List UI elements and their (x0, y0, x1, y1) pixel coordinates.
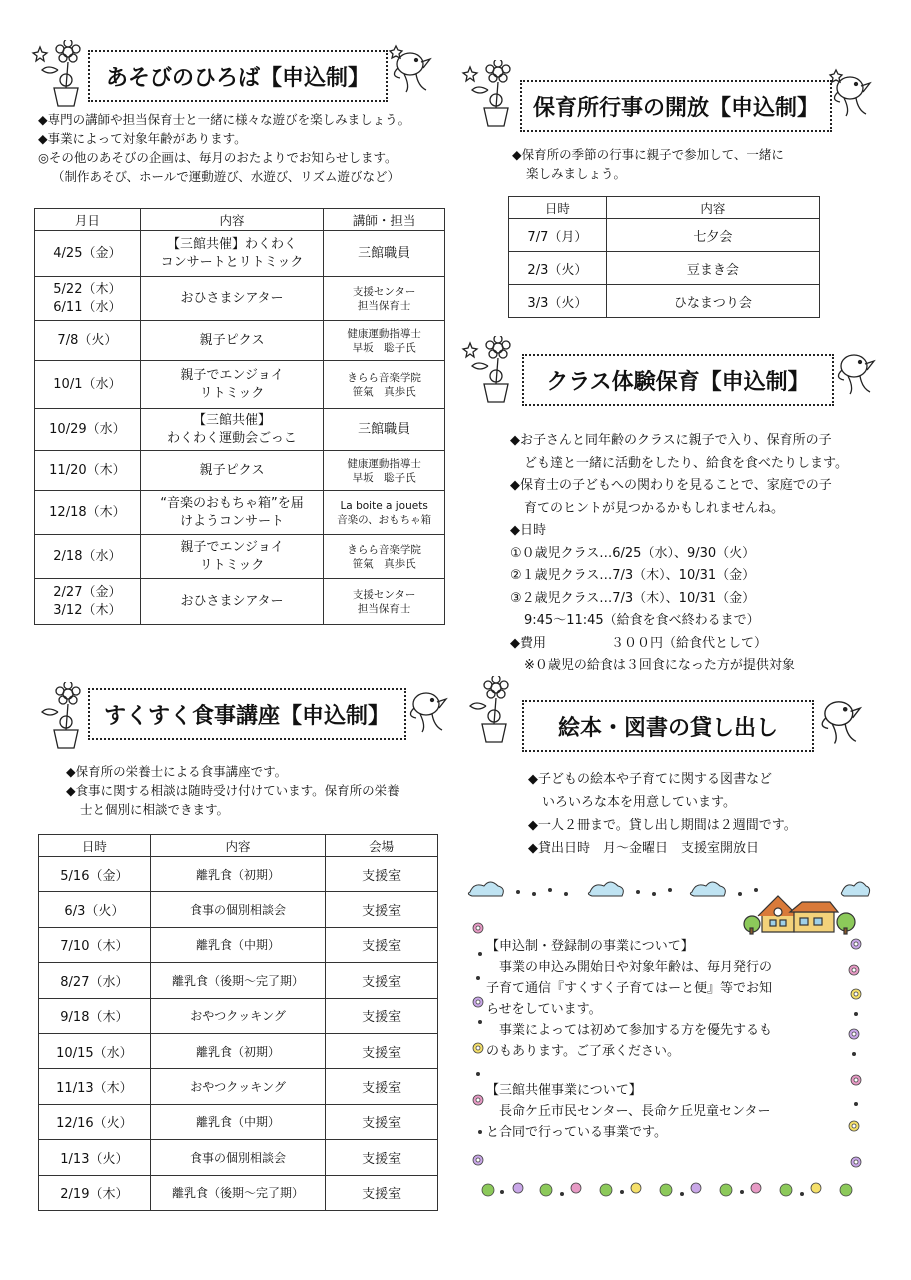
notice-line: 事業の申込み開始日や対象年齢は、毎月発行の (486, 960, 773, 975)
date-cell: 3/3（火） (509, 285, 607, 318)
intro-line: ◎その他のあそびの企画は、毎月のおたよりでお知らせします。 (38, 150, 398, 165)
date-cell-text: 10/29（水） (49, 421, 126, 437)
place-cell: 支援室 (326, 1069, 438, 1104)
teacher-cell-text: きらら音楽学院 (347, 371, 421, 384)
house-icon (744, 896, 855, 934)
table-row (39, 1033, 438, 1068)
content-cell: 離乳食（初期） (150, 857, 326, 892)
teacher-cell-text: きらら音楽学院 (347, 543, 421, 556)
flower-pot-icon (458, 60, 516, 130)
intro-line: ◆専門の講師や担当保育士と一緒に様々な遊びを楽しみましょう。 (38, 112, 411, 127)
content-cell: 食事の個別相談会 (150, 1140, 326, 1175)
notice-heading: 【申込制・登録制の事業について】 (486, 939, 694, 954)
column-header: 内容 (140, 209, 323, 231)
date-cell-text: 7/8（火） (57, 332, 118, 348)
date-cell (35, 535, 141, 579)
content-cell (140, 451, 323, 491)
ehon-title: 絵本・図書の貸し出し (522, 700, 814, 752)
content-cell (140, 231, 323, 277)
content-cell: おやつクッキング (150, 998, 326, 1033)
table-row (35, 231, 445, 277)
content-cell-text: コンサートとリトミック (160, 254, 304, 270)
teacher-cell (324, 361, 445, 409)
content-cell-text: おひさまシアター (180, 290, 284, 306)
class-line: 育てのヒントが見つかるかもしれませんね。 (524, 500, 785, 516)
flower-pot-icon (28, 40, 86, 110)
notice-line: と合同で行っている事業です。 (486, 1125, 667, 1140)
table-row (35, 409, 445, 451)
bird-icon (826, 66, 880, 124)
content-cell (140, 321, 323, 361)
intro-line: 士と個別に相談できます。 (80, 802, 230, 817)
date-cell (35, 579, 141, 625)
intro-line: ◆保育所の季節の行事に親子で参加して、一緒に (512, 147, 784, 162)
class-line: ①０歳児クラス…6/25（水）、9/30（火） (510, 545, 756, 561)
content-cell: おやつクッキング (150, 1069, 326, 1104)
class-line: ◆お子さんと同年齢のクラスに親子で入り、保育所の子 (510, 433, 832, 448)
asobi-intro (38, 110, 410, 186)
table-row (35, 361, 445, 409)
place-cell: 支援室 (326, 1140, 438, 1175)
class-line: ※０歳児の給食は３回食になった方が提供対象 (524, 658, 795, 673)
date-cell: 8/27（水） (39, 963, 151, 998)
table-row (39, 998, 438, 1033)
table-row (35, 491, 445, 535)
intro-line: 楽しみましょう。 (526, 166, 627, 181)
date-cell: 12/16（火） (39, 1104, 151, 1139)
intro-line: ◆事業によって対象年齢があります。 (38, 131, 247, 146)
class-line: ◆費用 ３００円（給食代として） (510, 635, 767, 651)
teacher-cell (324, 277, 445, 321)
content-cell: 食事の個別相談会 (150, 892, 326, 927)
teacher-cell-text: 三館職員 (358, 421, 411, 437)
class-line: ◆保育士の子どもへの関わりを見ることで、家庭での子 (510, 478, 832, 493)
flower-pot-icon (28, 682, 86, 752)
table-row (39, 857, 438, 892)
content-cell-text: わくわく運動会ごっこ (167, 430, 297, 446)
flower-pot-icon (458, 336, 516, 406)
content-cell: 離乳食（初期） (150, 1033, 326, 1068)
teacher-cell-text: 三館職員 (358, 245, 411, 261)
place-cell: 支援室 (326, 892, 438, 927)
table-row (35, 277, 445, 321)
content-cell-text: 親子でエンジョイ (180, 367, 284, 383)
date-cell-text: 10/1（水） (53, 376, 122, 392)
place-cell: 支援室 (326, 998, 438, 1033)
teacher-cell-text: 早坂 聡子氏 (352, 471, 416, 484)
column-header: 会場 (326, 835, 438, 857)
content-cell (140, 361, 323, 409)
table-row (35, 535, 445, 579)
column-header: 内容 (150, 835, 326, 857)
table-row (509, 219, 820, 252)
shokuji-intro (66, 762, 400, 819)
date-cell-text: 4/25（金） (53, 245, 122, 261)
date-cell (35, 409, 141, 451)
gyoji-title: 保育所行事の開放【申込制】 (520, 80, 832, 132)
class-line: ども達と一緒に活動をしたり、給食を食べたりします。 (524, 455, 848, 471)
class-title: クラス体験保育【申込制】 (522, 354, 834, 406)
notice-line: のもあります。ご了承ください。 (486, 1044, 680, 1059)
date-cell: 7/10（木） (39, 927, 151, 962)
content-cell-text: 【三館共催】 (193, 412, 272, 428)
table-row (35, 451, 445, 491)
class-line: ◆日時 (510, 523, 546, 538)
date-cell-text: 2/27（金） (53, 584, 122, 600)
date-cell-text: 11/20（木） (49, 462, 126, 478)
class-body (510, 430, 848, 678)
gyoji-intro (512, 145, 784, 183)
notice-line: 子育て通信『すくすく子育てはーと便』等でお知 (486, 981, 773, 996)
teacher-cell-text: 健康運動指導士 (347, 457, 421, 470)
intro-line: （制作あそび、ホールで運動遊び、水遊び、リズム遊びなど） (52, 169, 401, 184)
shokuji-table (38, 834, 438, 1211)
notice-line: 長命ケ丘市民センター、長命ケ丘児童センター (486, 1104, 771, 1119)
asobi-table (34, 208, 445, 625)
date-cell (35, 491, 141, 535)
table-row (39, 1069, 438, 1104)
place-cell: 支援室 (326, 1104, 438, 1139)
table-row (39, 1175, 438, 1210)
column-header: 内容 (606, 197, 819, 219)
teacher-cell-text: 早坂 聡子氏 (352, 341, 416, 354)
teacher-cell-text: 健康運動指導士 (347, 327, 421, 340)
bird-icon (830, 344, 884, 402)
asobi-title: あそびのひろば【申込制】 (88, 50, 388, 102)
content-cell-text: 親子ピクス (199, 462, 265, 478)
content-cell: 豆まき会 (606, 252, 819, 285)
table-row (35, 321, 445, 361)
content-cell-text: 親子でエンジョイ (180, 539, 284, 555)
intro-line: ◆保育所の栄養士による食事講座です。 (66, 764, 288, 779)
bird-icon (812, 690, 872, 752)
date-cell: 7/7（月） (509, 219, 607, 252)
ehon-line: ◆子どもの絵本や子育てに関する図書など (528, 772, 772, 787)
intro-line: ◆食事に関する相談は随時受け付けています。保育所の栄養 (66, 783, 400, 798)
table-row (39, 963, 438, 998)
content-cell: 七夕会 (606, 219, 819, 252)
column-header: 日時 (509, 197, 607, 219)
flower-pot-icon (456, 676, 514, 746)
bird-icon (386, 42, 440, 100)
ehon-line: ◆一人２冊まで。貸し出し期間は２週間です。 (528, 818, 797, 833)
table-header-row (39, 835, 438, 857)
content-cell (140, 491, 323, 535)
date-cell-text: 6/11（水） (53, 299, 122, 315)
content-cell: ひなまつり会 (606, 285, 819, 318)
date-cell (35, 321, 141, 361)
content-cell (140, 535, 323, 579)
date-cell-text: 3/12（木） (53, 602, 122, 618)
teacher-cell-text: 支援センター (352, 285, 416, 298)
teacher-cell (324, 231, 445, 277)
notice-line: らせをしています。 (486, 1002, 602, 1017)
shokuji-title: すくすく食事講座【申込制】 (88, 688, 406, 740)
column-header: 講師・担当 (324, 209, 445, 231)
ehon-line: ◆貸出日時 月～金曜日 支援室開放日 (528, 841, 759, 856)
column-header: 日時 (39, 835, 151, 857)
date-cell-text: 2/18（水） (53, 548, 122, 564)
content-cell: 離乳食（後期～完了期） (150, 1175, 326, 1210)
notice-box (486, 936, 862, 1143)
table-header-row (35, 209, 445, 231)
table-row (509, 285, 820, 318)
date-cell (35, 451, 141, 491)
place-cell: 支援室 (326, 963, 438, 998)
date-cell: 2/19（木） (39, 1175, 151, 1210)
date-cell (35, 277, 141, 321)
table-row (39, 1140, 438, 1175)
place-cell: 支援室 (326, 1175, 438, 1210)
bird-icon (402, 682, 456, 740)
notice-heading: 【三館共催事業について】 (486, 1083, 642, 1098)
content-cell-text: リトミック (199, 385, 265, 401)
content-cell-text: 【三館共催】わくわく (167, 236, 298, 252)
content-cell: 離乳食（後期～完了期） (150, 963, 326, 998)
column-header: 月日 (35, 209, 141, 231)
teacher-cell-text: 笹氣 真歩氏 (352, 385, 416, 398)
date-cell: 1/13（火） (39, 1140, 151, 1175)
teacher-cell-text: 担当保育士 (357, 602, 411, 615)
content-cell: 離乳食（中期） (150, 1104, 326, 1139)
teacher-cell-text: 担当保育士 (357, 299, 411, 312)
content-cell (140, 409, 323, 451)
place-cell: 支援室 (326, 1033, 438, 1068)
date-cell-text: 12/18（木） (49, 504, 126, 520)
gyoji-table (508, 196, 820, 318)
class-line: 9:45～11:45（給食を食べ終わるまで） (524, 613, 760, 628)
content-cell (140, 277, 323, 321)
table-row (509, 252, 820, 285)
date-cell: 11/13（木） (39, 1069, 151, 1104)
content-cell-text: 親子ピクス (199, 332, 265, 348)
content-cell (140, 579, 323, 625)
date-cell-text: 5/22（木） (53, 281, 122, 297)
date-cell: 10/15（水） (39, 1033, 151, 1068)
date-cell: 5/16（金） (39, 857, 151, 892)
place-cell: 支援室 (326, 927, 438, 962)
table-row (39, 1104, 438, 1139)
content-cell: 離乳食（中期） (150, 927, 326, 962)
teacher-cell-text: La boite a jouets (340, 499, 428, 512)
teacher-cell (324, 491, 445, 535)
ehon-line: いろいろな本を用意しています。 (542, 795, 736, 810)
teacher-cell-text: 笹氣 真歩氏 (352, 557, 416, 570)
table-row (39, 927, 438, 962)
content-cell-text: “音楽のおもちゃ箱”を届 (160, 495, 304, 511)
content-cell-text: けようコンサート (180, 513, 285, 529)
teacher-cell (324, 321, 445, 361)
date-cell (35, 231, 141, 277)
content-cell-text: おひさまシアター (180, 593, 284, 609)
notice-line: 事業によっては初めて参加する方を優先するも (486, 1023, 773, 1038)
date-cell: 9/18（木） (39, 998, 151, 1033)
teacher-cell (324, 451, 445, 491)
date-cell: 6/3（火） (39, 892, 151, 927)
place-cell: 支援室 (326, 857, 438, 892)
teacher-cell (324, 579, 445, 625)
date-cell: 2/3（火） (509, 252, 607, 285)
table-row (35, 579, 445, 625)
teacher-cell (324, 535, 445, 579)
class-line: ②１歳児クラス…7/3（木）、10/31（金） (510, 568, 756, 583)
content-cell-text: リトミック (199, 557, 265, 573)
table-row (39, 892, 438, 927)
table-header-row (509, 197, 820, 219)
date-cell (35, 361, 141, 409)
teacher-cell (324, 409, 445, 451)
teacher-cell-text: 音楽の、おもちゃ箱 (337, 513, 432, 526)
ehon-body (528, 768, 797, 860)
teacher-cell-text: 支援センター (352, 588, 416, 601)
class-line: ③２歳児クラス…7/3（木）、10/31（金） (510, 590, 756, 606)
